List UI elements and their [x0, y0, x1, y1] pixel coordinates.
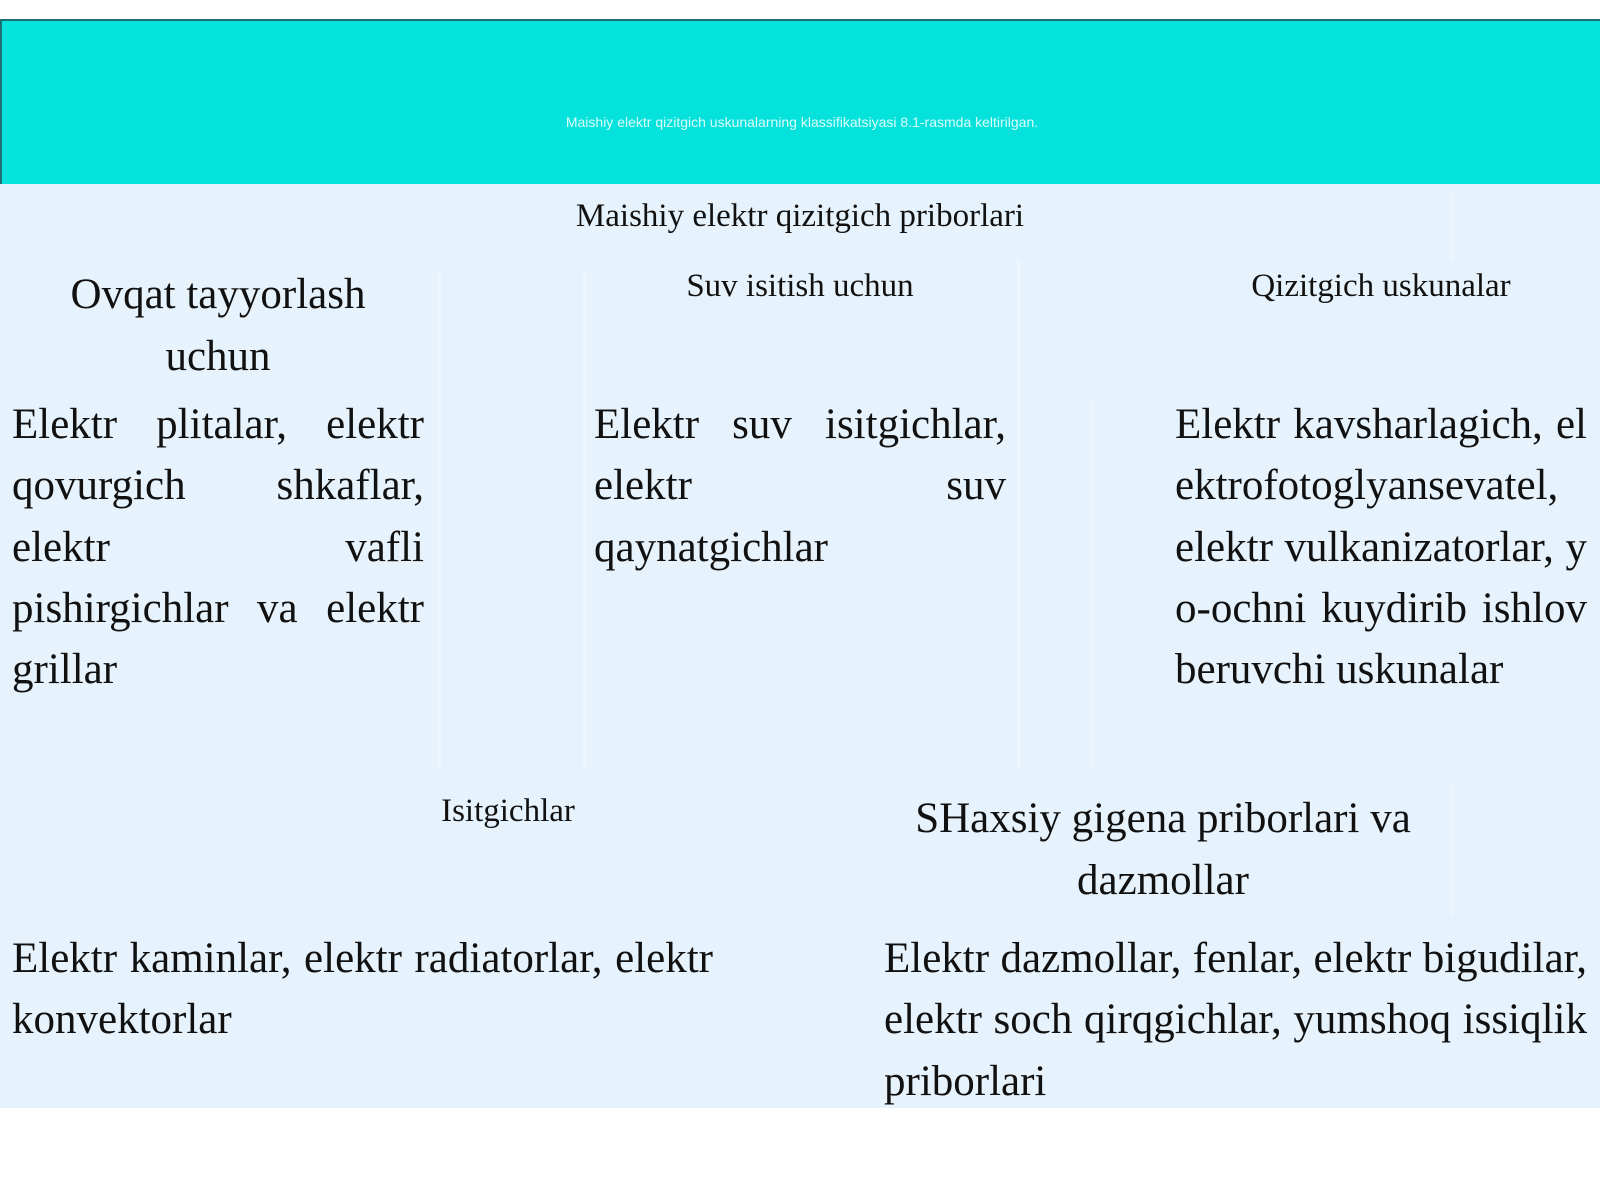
column-divider	[1017, 260, 1020, 770]
category-title-water-heating: Suv isitish uchun	[686, 268, 914, 304]
category-items-heating-equipment: Elektr kavsharlagich, elektrofotoglyansevatel, elektr vulkanizatorlar, yo-ochni kuydirib ishlov beruvchi uskunalar	[1175, 401, 1587, 694]
category-items-cooking: Elektr plitalar, elektr qovurgich shkaflar, elektr vafli pishirgichlar va elektr grillar	[12, 401, 424, 694]
category-title-heating-equipment: Qizitgich uskunalar	[1251, 268, 1511, 304]
category-items-personal-hygiene: Elektr dazmollar, fenlar, elektr bigudilar, elektr soch qirqgichlar, yumshoq issiqlik priborlari	[884, 935, 1587, 1105]
category-title-personal-hygiene: SHaxsiy gigena priborlari va dazmollar	[915, 795, 1411, 904]
column-divider	[1090, 400, 1093, 770]
category-items-water-heating: Elektr suv isitgichlar, elektr suv qaynatgichlar	[594, 401, 1006, 571]
column-divider	[1450, 190, 1453, 260]
column-divider	[1450, 785, 1453, 915]
column-divider	[583, 270, 586, 770]
header-banner	[0, 19, 1600, 184]
column-divider	[438, 270, 441, 770]
diagram-root-title: Maishiy elektr qizitgich priborlari	[575, 198, 1025, 234]
category-title-cooking: Ovqat tayyorlash uchun	[70, 271, 366, 380]
category-items-heaters: Elektr kaminlar, elektr radiatorlar, elektr konvektorlar	[12, 935, 713, 1044]
category-title-heaters: Isitgichlar	[441, 793, 575, 829]
banner-caption: Maishiy elektr qizitgich uskunalarning klassifikatsiyasi 8.1-rasmda keltirilgan.	[565, 114, 1039, 130]
